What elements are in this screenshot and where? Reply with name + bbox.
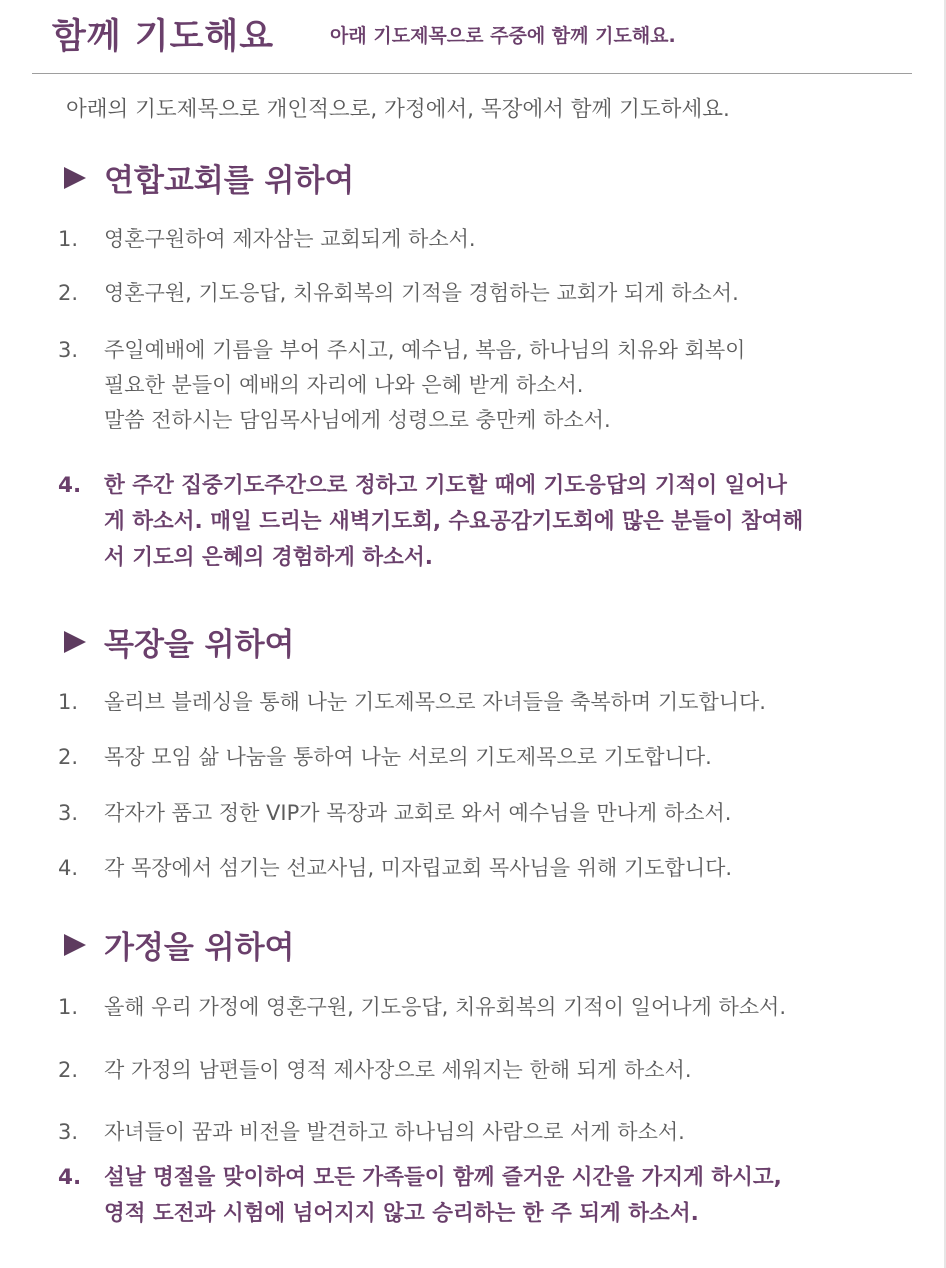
item-text: 영혼구원, 기도응답, 치유회복의 기적을 경험하는 교회가 되게 하소서. — [104, 281, 739, 305]
item-text: 각 목장에서 섬기는 선교사님, 미자립교회 목사님을 위해 기도합니다. — [104, 856, 733, 880]
item-text: 주일예배에 기름을 부어 주시고, 예수님, 복음, 하나님의 치유와 회복이 필요한 분들이 예배의 자리에 나와 은혜 받게 하소서. 말씀 전하시는 담임목사님에게 성령으로 충만케 하소서. — [104, 338, 746, 432]
prayer-item-highlighted — [58, 468, 920, 576]
item-number: 3. — [58, 801, 79, 825]
prayer-item — [58, 685, 920, 720]
triangle-bullet-icon — [64, 934, 86, 956]
item-text: 각 가정의 남편들이 영적 제사장으로 세워지는 한해 되게 하소서. — [104, 1058, 692, 1082]
item-text: 올리브 블레싱을 통해 나눈 기도제목으로 자녀들을 축복하며 기도합니다. — [104, 690, 766, 714]
prayer-item — [58, 1115, 920, 1150]
section-heading-church — [64, 155, 354, 200]
item-text: 목장 모임 삶 나눔을 통하여 나눈 서로의 기도제목으로 기도합니다. — [104, 745, 712, 769]
item-number: 4. — [58, 1165, 82, 1190]
triangle-bullet-icon — [64, 631, 86, 653]
item-number: 3. — [58, 338, 79, 362]
prayer-item — [58, 276, 920, 311]
item-number: 3. — [58, 1120, 79, 1144]
item-number: 1. — [58, 227, 79, 251]
triangle-bullet-icon — [64, 167, 86, 189]
section-title: 연합교회를 위하여 — [104, 163, 355, 199]
item-number: 4. — [58, 473, 82, 498]
item-number: 1. — [58, 995, 79, 1019]
prayer-item — [58, 851, 920, 886]
item-number: 1. — [58, 690, 79, 714]
page-header — [52, 6, 916, 62]
item-number: 2. — [58, 281, 79, 305]
page-title: 함께 기도해요 — [52, 17, 275, 57]
section-heading-cell-group — [64, 619, 294, 664]
section-heading-family — [64, 922, 294, 967]
page-subtitle: 아래 기도제목으로 주중에 함께 기도해요. — [330, 24, 676, 47]
item-text: 자녀들이 꿈과 비전을 발견하고 하나님의 사람으로 서게 하소서. — [104, 1120, 685, 1144]
intro-text: 아래의 기도제목으로 개인적으로, 가정에서, 목장에서 함께 기도하세요. — [66, 97, 730, 122]
item-text: 설날 명절을 맞이하여 모든 가족들이 함께 즐거운 시간을 가지게 하시고, 영적 도전과 시험에 넘어지지 않고 승리하는 한 주 되게 하소서. — [104, 1165, 782, 1226]
prayer-item — [58, 796, 920, 831]
prayer-item — [58, 740, 920, 775]
section-title: 목장을 위하여 — [104, 627, 295, 663]
item-text: 각자가 품고 정한 VIP가 목장과 교회로 와서 예수님을 만나게 하소서. — [104, 801, 732, 825]
prayer-item — [58, 990, 920, 1025]
item-number: 2. — [58, 1058, 79, 1082]
prayer-item-highlighted — [58, 1160, 920, 1232]
item-text: 한 주간 집중기도주간으로 정하고 기도할 때에 기도응답의 기적이 일어나 게 하소서. 매일 드리는 새벽기도회, 수요공감기도회에 많은 분들이 참여해 서 기도의 은혜의 경험하게 하소서. — [104, 473, 804, 570]
item-text: 올해 우리 가정에 영혼구원, 기도응답, 치유회복의 기적이 일어나게 하소서. — [104, 995, 787, 1019]
prayer-item — [58, 1053, 920, 1088]
item-text: 영혼구원하여 제자삼는 교회되게 하소서. — [104, 227, 476, 251]
item-number: 4. — [58, 856, 79, 880]
prayer-item — [58, 222, 920, 257]
item-number: 2. — [58, 745, 79, 769]
header-divider — [32, 73, 912, 74]
section-title: 가정을 위하여 — [104, 930, 295, 966]
prayer-item — [58, 333, 920, 438]
